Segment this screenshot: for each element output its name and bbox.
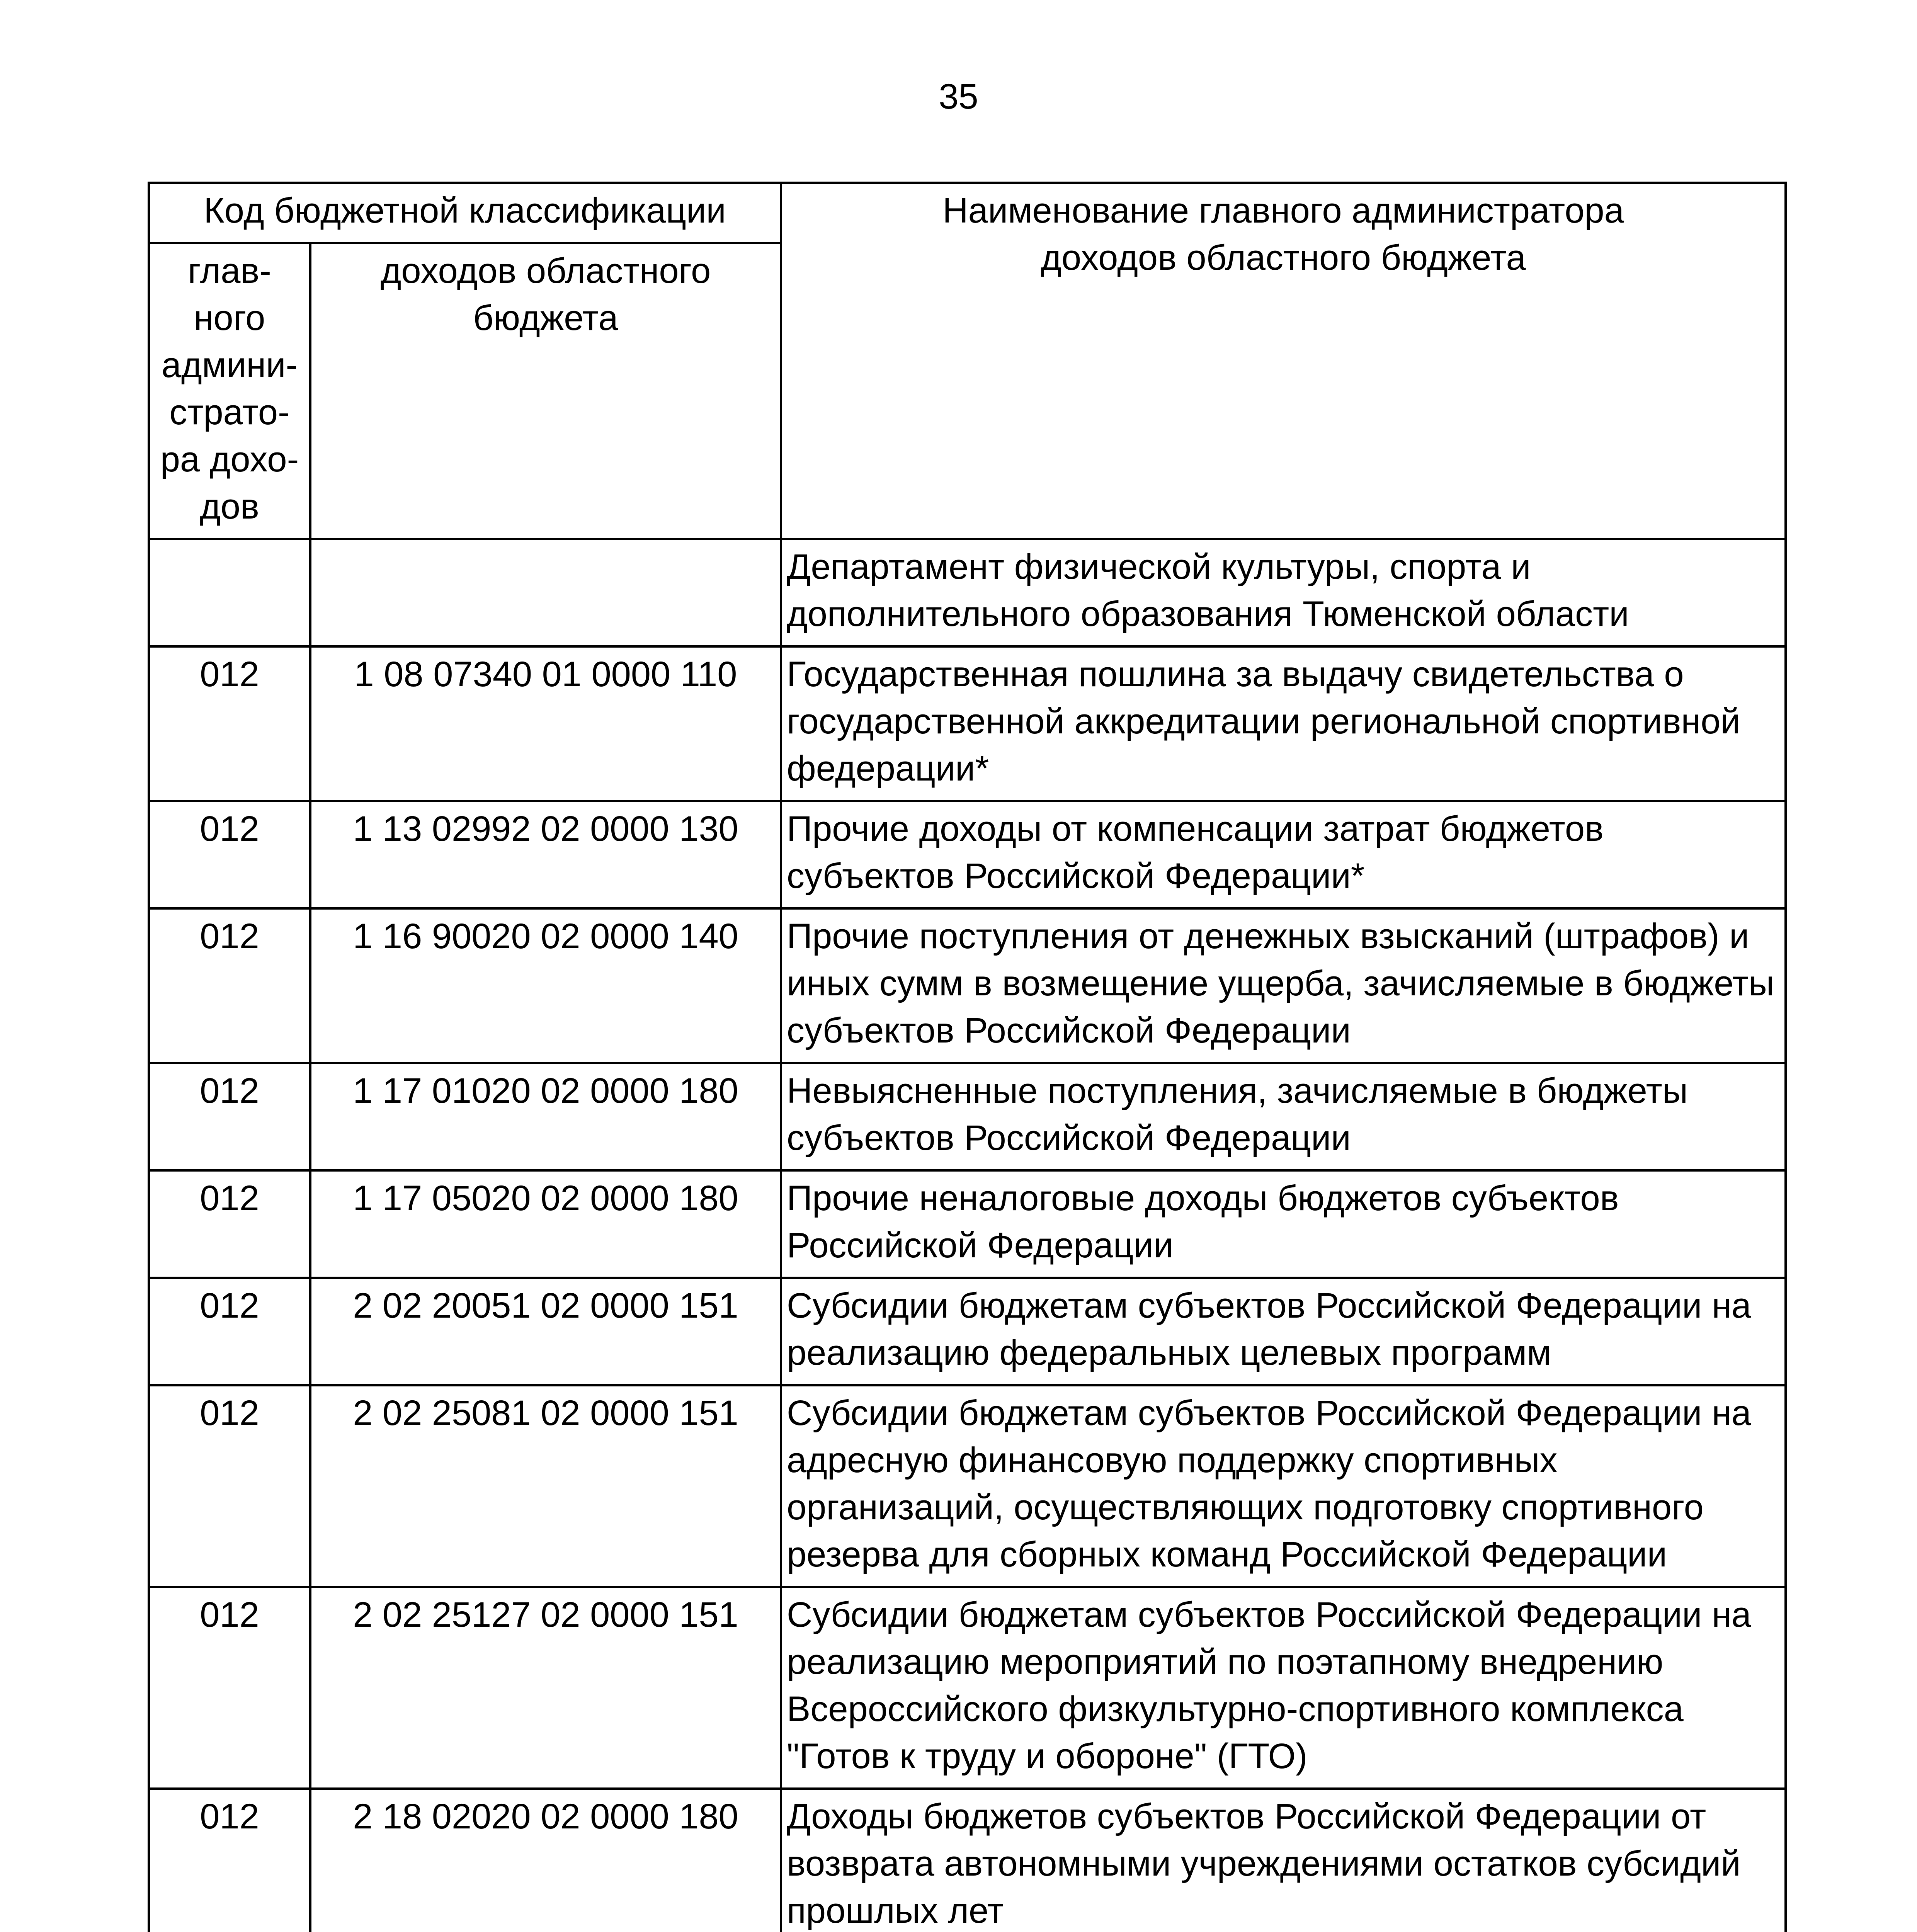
table-row bbox=[149, 1385, 1786, 1587]
department-name: Департамент физической культуры, спорта и дополнительного образования Тюменской области bbox=[781, 539, 1786, 646]
income-code-cell: 1 17 01020 02 0000 180 bbox=[310, 1063, 781, 1170]
page-number: 35 bbox=[939, 77, 978, 116]
income-code-cell: 1 13 02992 02 0000 130 bbox=[310, 801, 781, 908]
table-body bbox=[149, 539, 1786, 1932]
income-name-cell: Государственная пошлина за выдачу свидетельства о государственной аккредитации региональной спортивной федерации* bbox=[781, 646, 1786, 801]
table-row bbox=[149, 1170, 1786, 1278]
table-row bbox=[149, 1789, 1786, 1932]
admin-code-cell: 012 bbox=[149, 646, 310, 801]
income-name-cell: Прочие поступления от денежных взысканий (штрафов) и иных сумм в возмещение ущерба, зачисляемые в бюджеты субъектов Российской Федерации bbox=[781, 908, 1786, 1063]
admin-code-cell: 012 bbox=[149, 1063, 310, 1170]
table-row bbox=[149, 1063, 1786, 1170]
admin-code-cell: 012 bbox=[149, 908, 310, 1063]
admin-code-cell: 012 bbox=[149, 801, 310, 908]
income-name-cell: Субсидии бюджетам субъектов Российской Федерации на реализацию федеральных целевых программ bbox=[781, 1278, 1786, 1385]
income-code-header: доходов областного бюджета bbox=[310, 243, 781, 539]
income-name-cell: Прочие неналоговые доходы бюджетов субъектов Российской Федерации bbox=[781, 1170, 1786, 1278]
income-code-cell: 2 02 25127 02 0000 151 bbox=[310, 1587, 781, 1789]
budget-classification-header: Код бюджетной классификации bbox=[149, 183, 781, 243]
admin-code-cell: 012 bbox=[149, 1587, 310, 1789]
income-code-cell: 1 16 90020 02 0000 140 bbox=[310, 908, 781, 1063]
revenue-administrators-table bbox=[148, 182, 1787, 1932]
department-code-cell bbox=[310, 539, 781, 646]
department-row bbox=[149, 539, 1786, 646]
income-code-cell: 2 02 20051 02 0000 151 bbox=[310, 1278, 781, 1385]
table-row bbox=[149, 646, 1786, 801]
income-name-cell: Невыясненные поступления, зачисляемые в бюджеты субъектов Российской Федерации bbox=[781, 1063, 1786, 1170]
department-admin-cell bbox=[149, 539, 310, 646]
chief-administrator-header: глав- ного админи- страто- ра дохо- дов bbox=[149, 243, 310, 539]
income-code-cell: 1 17 05020 02 0000 180 bbox=[310, 1170, 781, 1278]
income-code-cell: 1 08 07340 01 0000 110 bbox=[310, 646, 781, 801]
administrator-name-header: Наименование главного администратора доходов областного бюджета bbox=[781, 183, 1786, 539]
income-code-cell: 2 02 25081 02 0000 151 bbox=[310, 1385, 781, 1587]
income-name-cell: Субсидии бюджетам субъектов Российской Федерации на адресную финансовую поддержку спортивных организаций, осуществляющих подготовку спортивного резерва для сборных команд Российской Федерации bbox=[781, 1385, 1786, 1587]
table-row bbox=[149, 801, 1786, 908]
table-row bbox=[149, 1587, 1786, 1789]
income-name-cell: Субсидии бюджетам субъектов Российской Федерации на реализацию мероприятий по поэтапному внедрению Всероссийского физкультурно-спортивного комплекса "Готов к труду и обороне" (ГТО) bbox=[781, 1587, 1786, 1789]
admin-code-cell: 012 bbox=[149, 1170, 310, 1278]
table-row bbox=[149, 1278, 1786, 1385]
admin-code-cell: 012 bbox=[149, 1278, 310, 1385]
admin-code-cell: 012 bbox=[149, 1385, 310, 1587]
table-row bbox=[149, 908, 1786, 1063]
income-name-cell: Доходы бюджетов субъектов Российской Федерации от возврата автономными учреждениями остатков субсидий прошлых лет bbox=[781, 1789, 1786, 1932]
income-name-cell: Прочие доходы от компенсации затрат бюджетов субъектов Российской Федерации* bbox=[781, 801, 1786, 908]
income-code-cell: 2 18 02020 02 0000 180 bbox=[310, 1789, 781, 1932]
admin-code-cell: 012 bbox=[149, 1789, 310, 1932]
